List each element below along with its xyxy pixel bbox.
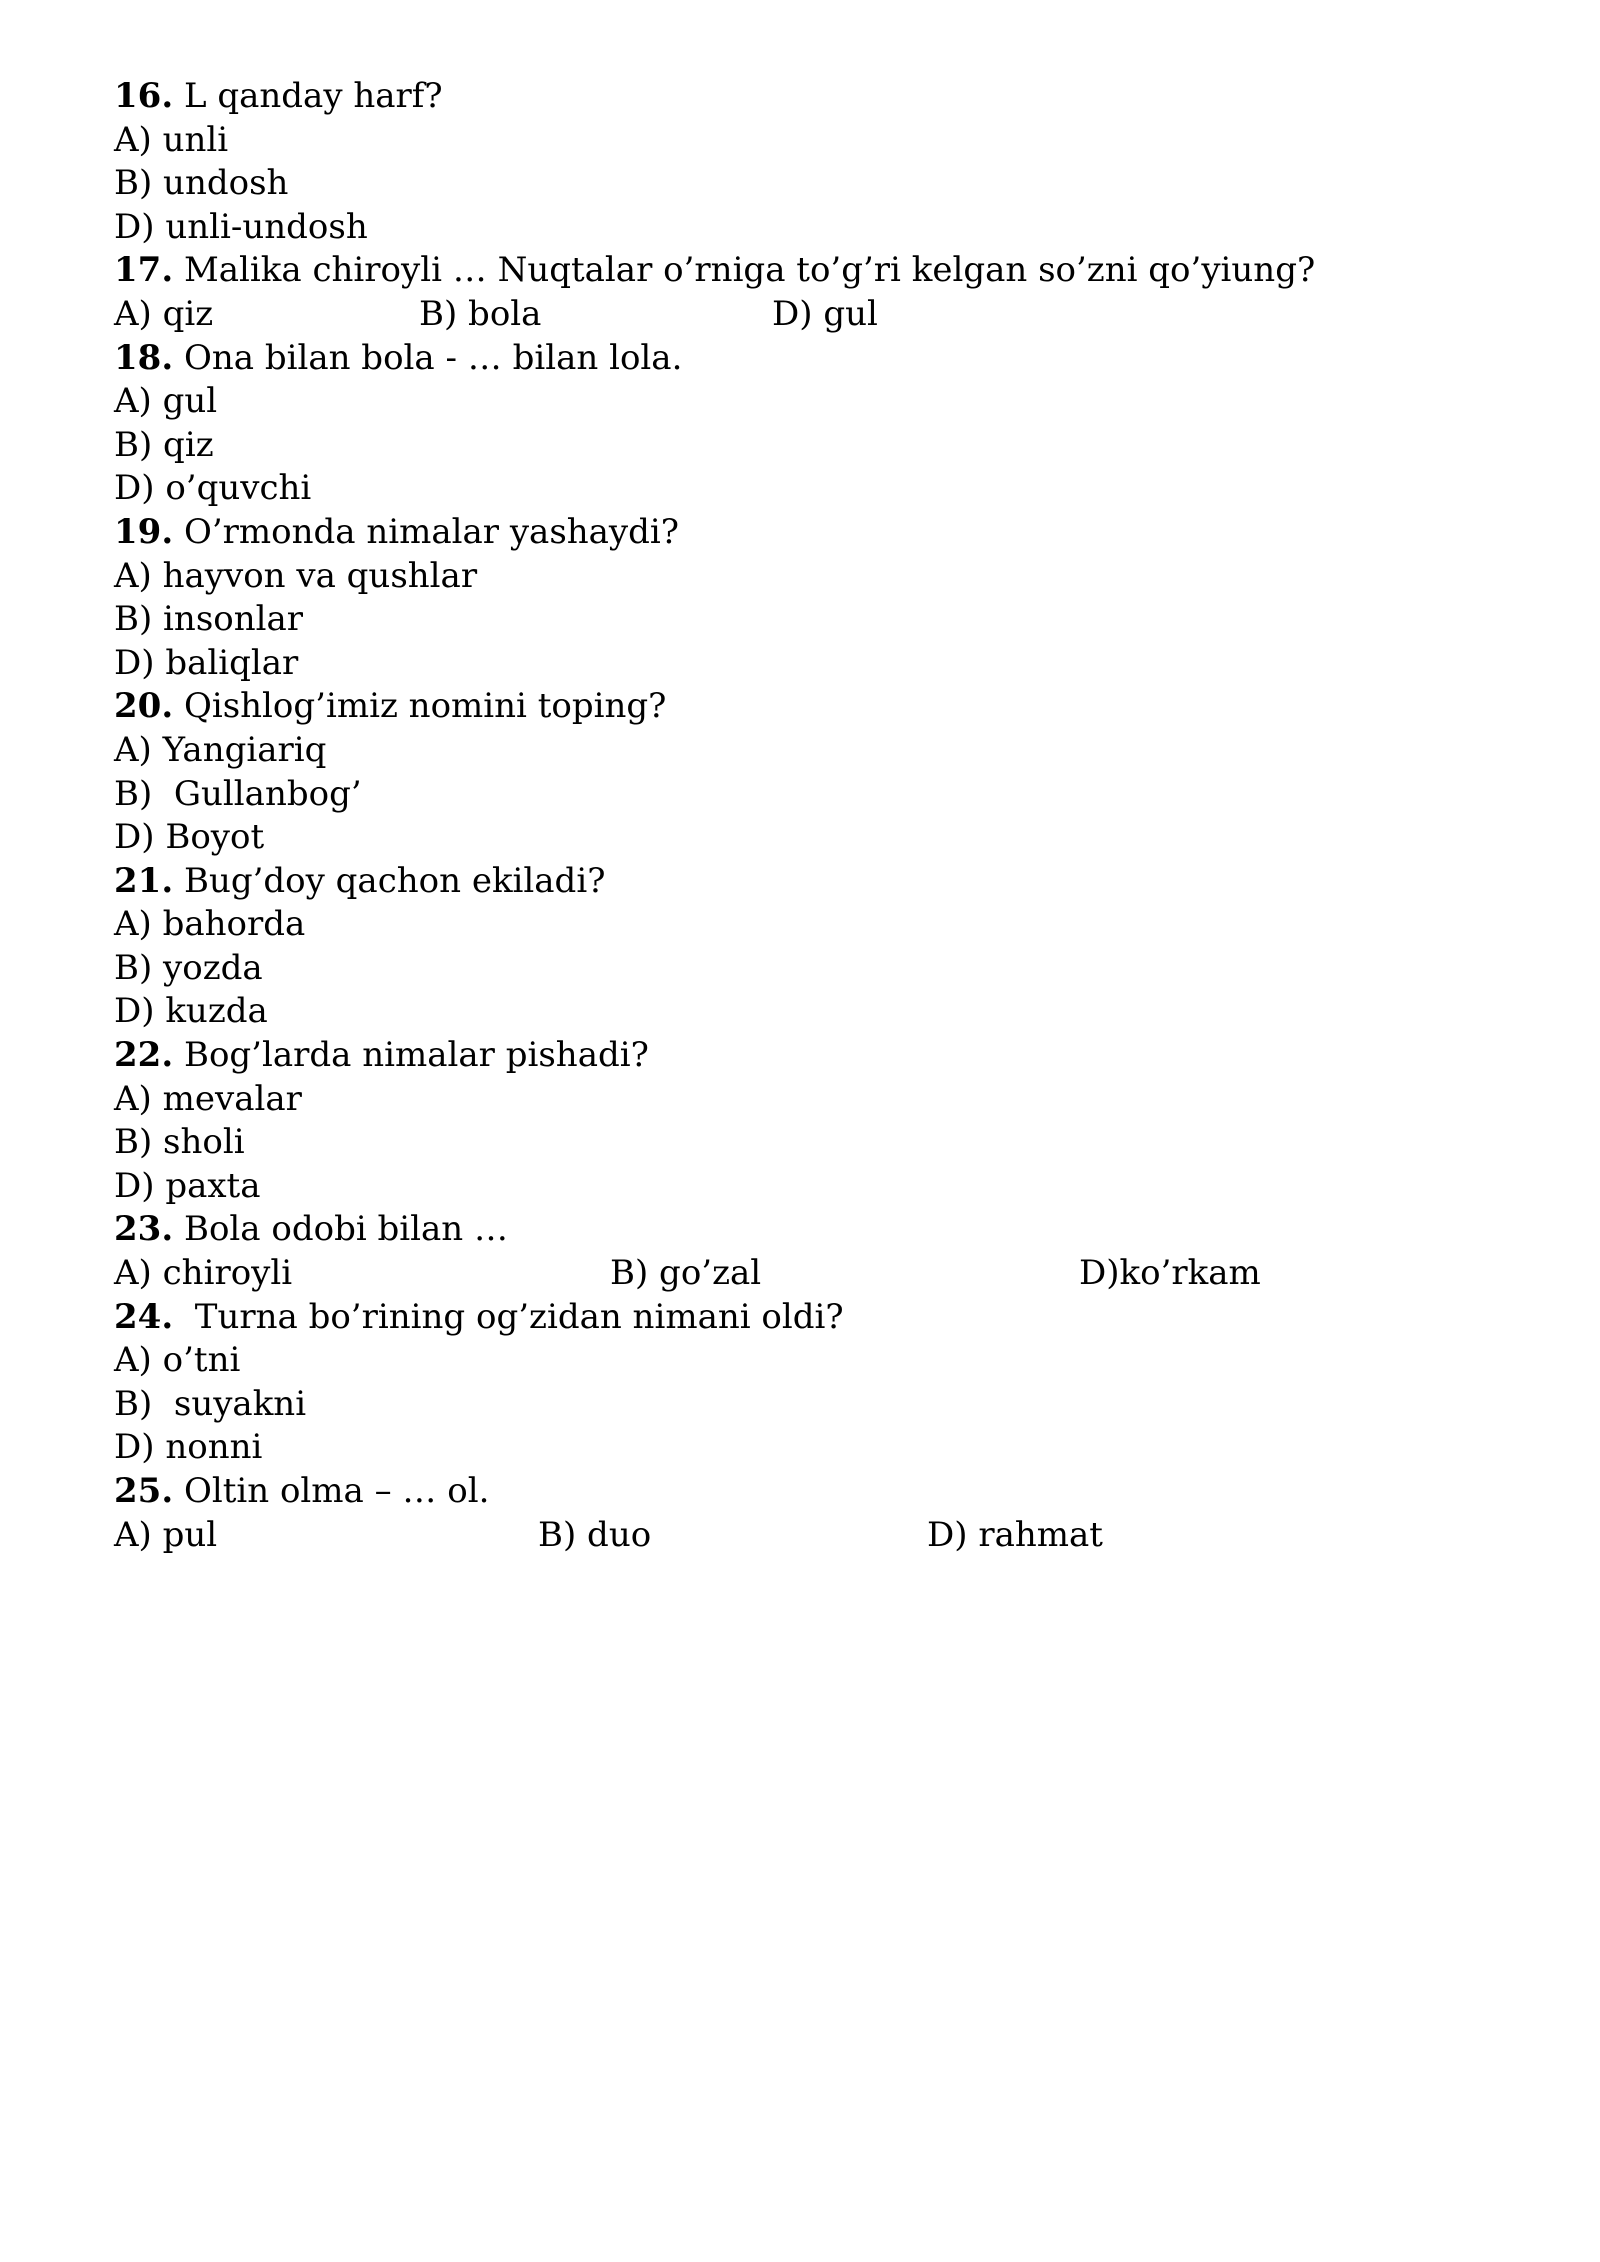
- question-text: O’rmonda nimalar yashaydi?: [173, 511, 680, 552]
- question-22: [114, 1034, 1534, 1078]
- question-number: 21.: [114, 860, 174, 901]
- option-d: D) unli-undosh: [114, 206, 368, 247]
- question-24: [114, 1296, 1534, 1340]
- question-text: Malika chiroyli … Nuqtalar o’rniga to’g’ri kelgan so’zni qo’yiung?: [173, 250, 1316, 291]
- option-b: B) duo: [538, 1514, 652, 1555]
- document-page: [114, 75, 1534, 1557]
- option-a: A) gul: [114, 381, 218, 422]
- question-text: Turna bo’rining og’zidan nimani oldi?: [173, 1296, 844, 1337]
- option-a: A) chiroyli: [114, 1253, 293, 1294]
- options-row: [114, 1514, 1534, 1558]
- option-a: A) o’tni: [114, 1340, 241, 1381]
- option-b: B) bola: [419, 293, 542, 334]
- option-a: A) unli: [114, 119, 229, 160]
- question-text: Oltin olma – … ol.: [173, 1471, 490, 1511]
- question-number: 22.: [114, 1035, 174, 1076]
- option-b: B) sholi: [114, 1122, 245, 1163]
- question-text: Bog’larda nimalar pishadi?: [173, 1035, 649, 1076]
- option-b: B) insonlar: [114, 599, 304, 640]
- question-number: 16.: [114, 76, 174, 116]
- question-text: Ona bilan bola - … bilan lola.: [173, 337, 683, 378]
- option-d: D)ko’rkam: [1079, 1253, 1261, 1294]
- option-d: D) kuzda: [114, 991, 268, 1032]
- option-b: B) Gullanbog’: [114, 773, 362, 814]
- question-20: [114, 685, 1534, 729]
- question-25: [114, 1470, 1534, 1514]
- question-23: [114, 1208, 1534, 1252]
- question-number: 23.: [114, 1209, 174, 1250]
- option-b: B) qiz: [114, 424, 214, 465]
- option-a: A) pul: [114, 1514, 218, 1555]
- option-d: D) nonni: [114, 1427, 263, 1468]
- question-number: 17.: [114, 250, 174, 291]
- question-text: Bug’doy qachon ekiladi?: [173, 860, 606, 901]
- question-number: 19.: [114, 511, 174, 552]
- option-a: A) mevalar: [114, 1078, 302, 1119]
- option-d: D) rahmat: [927, 1514, 1103, 1555]
- question-number: 18.: [114, 337, 174, 378]
- option-d: D) gul: [772, 293, 878, 334]
- question-18: [114, 337, 1534, 381]
- option-d: D) Boyot: [114, 817, 265, 858]
- option-a: A) hayvon va qushlar: [114, 555, 478, 596]
- option-b: B) suyakni: [114, 1383, 307, 1424]
- option-d: D) paxta: [114, 1165, 261, 1206]
- option-b: B) yozda: [114, 947, 263, 988]
- options-row: [114, 1252, 1534, 1296]
- question-16: [114, 75, 1534, 119]
- options-row: [114, 293, 1534, 337]
- question-number: 25.: [114, 1471, 174, 1511]
- question-text: Qishlog’imiz nomini toping?: [173, 686, 667, 727]
- option-a: A) bahorda: [114, 904, 306, 945]
- option-b: B) undosh: [114, 163, 289, 204]
- question-19: [114, 511, 1534, 555]
- question-text: L qanday harf?: [173, 76, 443, 116]
- question-number: 20.: [114, 686, 174, 727]
- option-a: A) qiz: [114, 293, 214, 334]
- option-b: B) go’zal: [610, 1253, 762, 1294]
- option-d: D) baliqlar: [114, 642, 299, 683]
- question-text: Bola odobi bilan …: [173, 1209, 509, 1250]
- option-a: A) Yangiariq: [114, 729, 327, 770]
- question-number: 24.: [114, 1296, 174, 1337]
- option-d: D) o’quvchi: [114, 468, 312, 509]
- question-17: [114, 249, 1534, 293]
- question-21: [114, 860, 1534, 904]
